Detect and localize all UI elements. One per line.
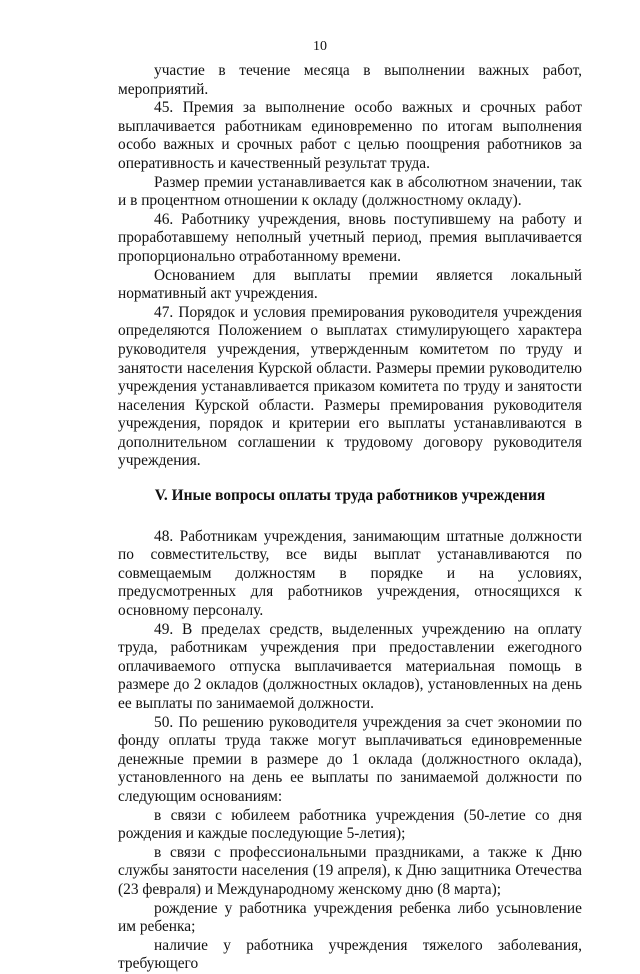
paragraph-continuation: участие в течение месяца в выполнении важных работ, мероприятий.: [118, 62, 582, 98]
paragraph-50: 50. По решению руководителя учреждения за счет экономии по фонду оплаты труда также могут выплачиваться единовременные денежные премии в размере до 1 оклада (должностного оклада), установленного на день ее выплаты по занимаемой должности по следующим основаниям:: [118, 713, 582, 805]
section-heading: V. Иные вопросы оплаты труда работников учреждения: [154, 487, 546, 505]
paragraph-bonus-size: Размер премии устанавливается как в абсолютном значении, так и в процентном отношении к окладу (должностному окладу).: [118, 173, 582, 210]
paragraph-47: 47. Порядок и условия премирования руководителя учреждения определяются Положением о выплатах стимулирующего характера руководителя учреждения, утвержденным комитетом по труду и занятости населения Курской области. Размеры премии руководителю учреждения устанавливается приказом комитета по труду и занятости населения Курской области. Размеры премирования руководителя учреждения, порядок и критерии его выплаты устанавливаются в дополнительном соглашении к трудовому договору руководителя учреждения.: [118, 303, 582, 470]
list-item-childbirth: рождение у работника учреждения ребенка либо усыновление им ребенка;: [118, 899, 582, 936]
page-number: 10: [313, 39, 327, 54]
document-body: [118, 62, 582, 974]
list-item-holidays: в связи с профессиональными праздниками, а также к Дню службы занятости населения (19 апреля), к Дню защитника Отечества (23 февраля) и Международному женскому дню (8 марта);: [118, 843, 582, 898]
paragraph-bonus-basis: Основанием для выплаты премии является локальный нормативный акт учреждения.: [118, 266, 582, 303]
list-item-illness: наличие у работника учреждения тяжелого заболевания, требующего: [118, 936, 582, 973]
paragraph-48: 48. Работникам учреждения, занимающим штатные должности по совместительству, все виды выплат устанавливаются по совмещаемым должностям в порядке и на условиях, предусмотренных для работников учреждения, относящихся к основному персоналу.: [118, 527, 582, 620]
list-item-anniversary: в связи с юбилеем работника учреждения (50-летие со дня рождения и каждые последующие 5-летия);: [118, 806, 582, 843]
paragraph-46: 46. Работнику учреждения, вновь поступившему на работу и проработавшему неполный учетный период, премия выплачивается пропорционально отработанному времени.: [118, 210, 582, 265]
paragraph-45: 45. Премия за выполнение особо важных и срочных работ выплачивается работникам единовременно по итогам выполнения особо важных и срочных работ с целью поощрения работников за оперативность и качественный результат труда.: [118, 99, 582, 172]
paragraph-49: 49. В пределах средств, выделенных учреждению на оплату труда, работникам учреждения при предоставлении ежегодного оплачиваемого отпуска выплачивается материальная помощь в размере до 2 окладов (должностных окладов), установленных на день ее выплаты по занимаемой должности.: [118, 620, 582, 712]
